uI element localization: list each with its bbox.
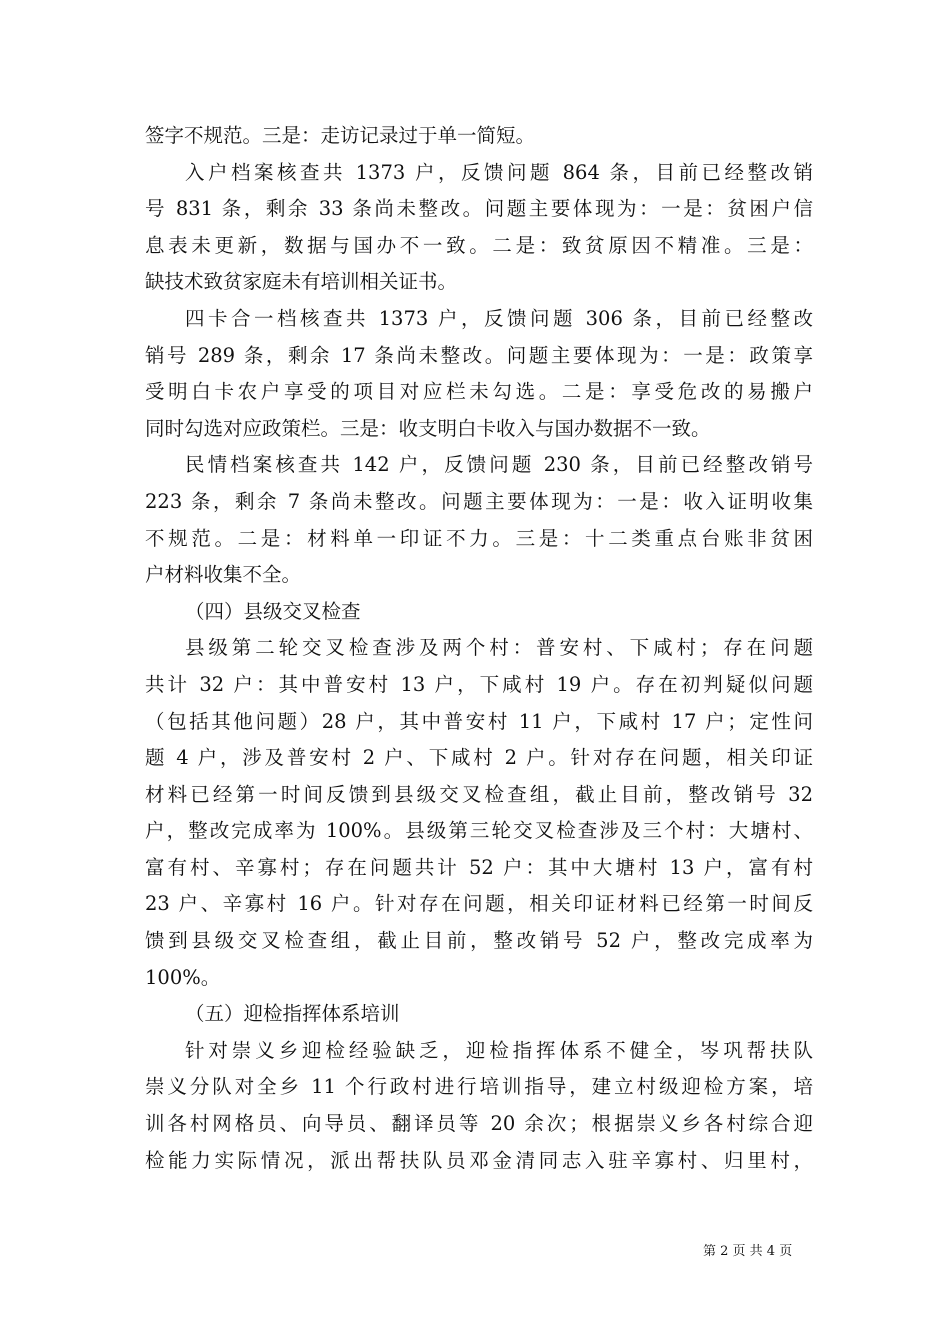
text-line: 销号 289 条，剩余 17 条尚未整改。问题主要体现为：一是：政策享	[145, 343, 813, 367]
text-line: （包括其他问题）28 户，其中普安村 11 户，下咸村 17 户；定性问	[145, 709, 813, 733]
text-line: 崇义分队对全乡 11 个行政村进行培训指导，建立村级迎检方案，培	[145, 1075, 813, 1099]
text-line: 息表未更新，数据与国办不一致。二是：致贫原因不精准。三是：	[145, 233, 813, 257]
text-line: 户材料收集不全。	[145, 563, 302, 587]
text-line: 户，整改完成率为 100%。县级第三轮交叉检查涉及三个村：大塘村、	[145, 819, 813, 843]
text-line: 受明白卡农户享受的项目对应栏未勾选。二是：享受危改的易搬户	[145, 380, 813, 404]
text-line: 223 条，剩余 7 条尚未整改。问题主要体现为：一是：收入证明收集	[145, 489, 813, 513]
text-line: 缺技术致贫家庭未有培训相关证书。	[145, 270, 458, 294]
document-body	[145, 118, 813, 1179]
text-line: 县级第二轮交叉检查涉及两个村：普安村、下咸村；存在问题	[185, 636, 813, 660]
text-line: 四卡合一档核查共 1373 户，反馈问题 306 条，目前已经整改	[185, 306, 813, 330]
text-line: 材料已经第一时间反馈到县级交叉检查组，截止目前，整改销号 32	[145, 782, 813, 806]
text-line: （四）县级交叉检查	[185, 599, 361, 623]
text-line: 民情档案核查共 142 户，反馈问题 230 条，目前已经整改销号	[185, 453, 813, 477]
text-line: 签字不规范。三是：走访记录过于单一简短。	[145, 124, 536, 147]
page-number: 第 2 页 共 4 页	[703, 1244, 793, 1259]
text-line: 共计 32 户：其中普安村 13 户，下咸村 19 户。存在初判疑似问题	[145, 672, 813, 696]
text-line: 富有村、辛寡村；存在问题共计 52 户：其中大塘村 13 户，富有村	[145, 855, 813, 879]
text-line: 检能力实际情况，派出帮扶队员邓金清同志入驻辛寡村、归里村，	[145, 1148, 813, 1172]
text-line: 23 户、辛寡村 16 户。针对存在问题，相关印证材料已经第一时间反	[145, 892, 813, 916]
text-line: （五）迎检指挥体系培训	[185, 1002, 400, 1026]
text-line: 题 4 户，涉及普安村 2 户、下咸村 2 户。针对存在问题，相关印证	[145, 746, 813, 770]
text-line: 同时勾选对应政策栏。三是：收支明白卡收入与国办数据不一致。	[145, 416, 711, 440]
text-line: 号 831 条，剩余 33 条尚未整改。问题主要体现为：一是：贫困户信	[145, 197, 813, 221]
text-line: 100%。	[145, 965, 221, 989]
text-line: 训各村网格员、向导员、翻译员等 20 余次；根据崇义乡各村综合迎	[145, 1112, 813, 1136]
text-line: 入户档案核查共 1373 户，反馈问题 864 条，目前已经整改销	[185, 160, 813, 184]
text-line: 针对崇义乡迎检经验缺乏，迎检指挥体系不健全，岑巩帮扶队	[185, 1038, 813, 1062]
text-line: 不规范。二是：材料单一印证不力。三是：十二类重点台账非贫困	[145, 526, 813, 550]
text-line: 馈到县级交叉检查组，截止目前，整改销号 52 户，整改完成率为	[145, 929, 813, 953]
